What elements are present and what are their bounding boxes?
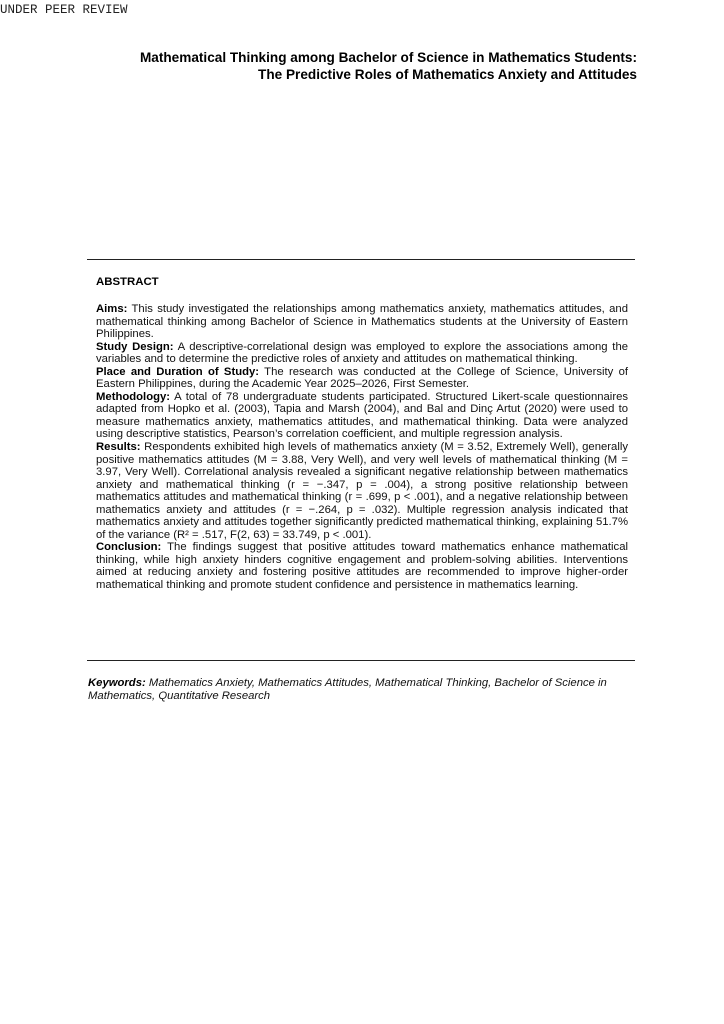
abstract-heading: ABSTRACT xyxy=(96,276,159,288)
results-text: Respondents exhibited high levels of mathematics anxiety (M = 3.52, Extremely Well), generally positive mathematics attitudes (M = 3.88, Very Well), and very well levels of mathematical thinking (M = 3.97, Very Well). Correlational analysis revealed a significant negative relationship between mathematics anxiety and mathematical thinking (r = −.347, p = .004), a strong positive relationship between mathematics attitudes and mathematical thinking (r = .699, p < .001), and a negative relationship between mathematics anxiety and attitudes (r = −.264, p = .032). Multiple regression analysis indicated that mathematics anxiety and attitudes together significantly predicted mathematical thinking, explaining 51.7% of the variance (R² = .517, F(2, 63) = 33.749, p < .001). xyxy=(96,441,628,541)
peer-review-watermark: UNDER PEER REVIEW xyxy=(0,3,128,17)
abstract-bottom-rule xyxy=(87,660,635,661)
abstract-top-rule xyxy=(87,259,635,260)
abstract-study-design xyxy=(96,341,628,366)
conclusion-label: Conclusion: xyxy=(96,541,162,554)
results-label: Results: xyxy=(96,441,141,454)
keywords-text: Mathematics Anxiety, Mathematics Attitudes, Mathematical Thinking, Bachelor of Science in Mathematics, Quantitative Research xyxy=(88,677,607,702)
abstract-methodology xyxy=(96,391,628,441)
paper-title xyxy=(60,49,637,83)
title-line-2: The Predictive Roles of Mathematics Anxiety and Attitudes xyxy=(258,67,637,82)
keywords xyxy=(88,677,633,703)
title-line-1: Mathematical Thinking among Bachelor of Science in Mathematics Students: xyxy=(139,50,637,65)
aims-text: This study investigated the relationships among mathematics anxiety, mathematics attitudes, and mathematical thinking among Bachelor of Science in Mathematics students at the University of Eastern Philippines. xyxy=(96,303,628,341)
aims-label: Aims: xyxy=(96,303,128,315)
study-design-text: A descriptive-correlational design was employed to explore the associations among the variables and to determine the predictive roles of anxiety and attitudes on mathematical thinking. xyxy=(96,340,629,366)
place-duration-text: The research was conducted at the College of Science, University of Eastern Philippines, during the Academic Year 2025–2026, First Semester. xyxy=(96,365,629,391)
methodology-label: Methodology: xyxy=(96,390,171,403)
place-duration-label: Place and Duration of Study: xyxy=(96,365,260,378)
abstract-results xyxy=(96,441,628,541)
methodology-text: A total of 78 undergraduate students participated. Structured Likert-scale questionnaires adapted from Hopko et al. (2003), Tapia and Marsh (2004), and Bal and Dinç Artut (2020) were used to measure mathematics anxiety, mathematics attitudes, and mathematical thinking. Data were analyzed using descriptive statistics, Pearson’s correlation coefficient, and multiple regression analysis. xyxy=(96,390,629,441)
abstract-conclusion xyxy=(96,541,628,591)
abstract-aims xyxy=(96,303,628,341)
keywords-label: Keywords: xyxy=(88,677,146,689)
conclusion-text: The findings suggest that positive attitudes toward mathematics enhance mathematical thinking, while high anxiety hinders cognitive engagement and problem-solving abilities. Interventions aimed at reducing anxiety and fostering positive attitudes are recommended to improve higher-order mathematical thinking and promote student confidence and persistence in mathematics learning. xyxy=(96,541,628,592)
study-design-label: Study Design: xyxy=(96,340,174,353)
abstract-body xyxy=(96,303,628,592)
abstract-place-duration xyxy=(96,366,628,391)
